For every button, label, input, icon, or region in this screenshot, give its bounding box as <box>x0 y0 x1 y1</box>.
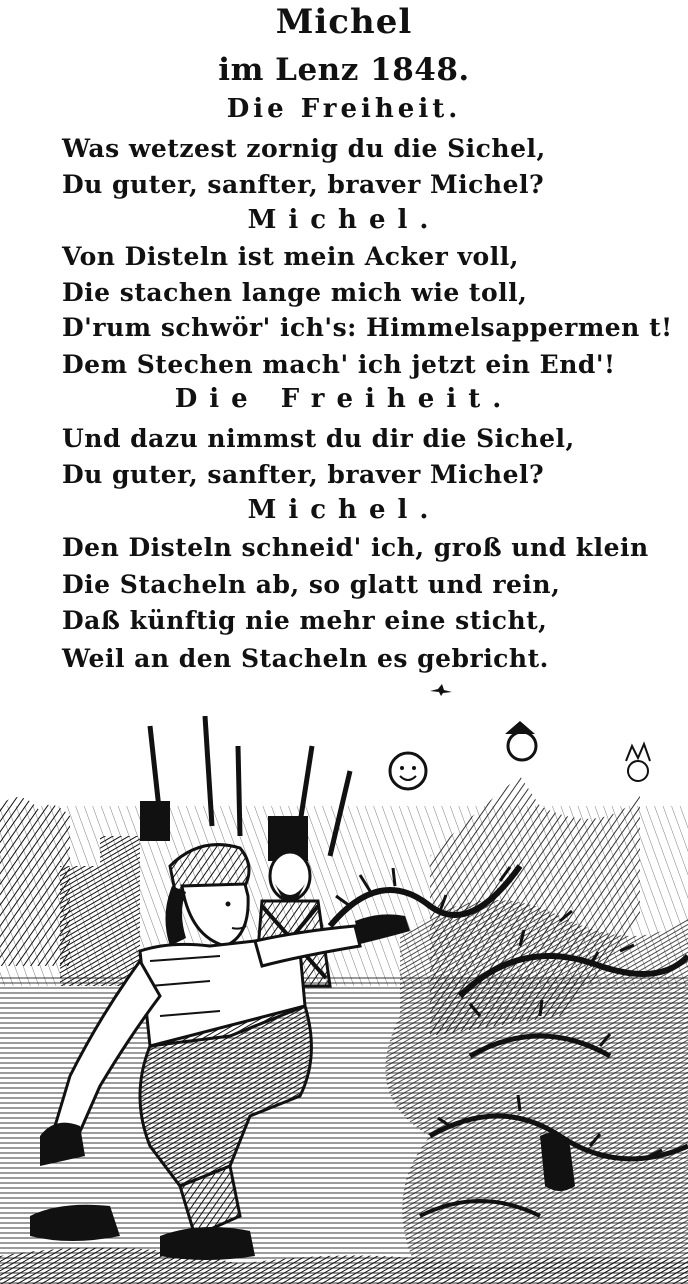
verse-line: Weil an den Stacheln es gebricht. <box>62 644 549 673</box>
poem-subtitle: im Lenz 1848. <box>218 52 470 88</box>
verse-line: Du guter, sanfter, braver Michel? <box>62 170 545 199</box>
speaker-label-michel-2: Michel. <box>247 495 441 525</box>
speaker-label-freiheit-1: Die Freiheit. <box>226 94 462 124</box>
verse-line: Die stachen lange mich wie toll, <box>62 278 528 307</box>
poem-title: Michel <box>275 2 413 42</box>
verse-line: Du guter, sanfter, braver Michel? <box>62 460 545 489</box>
verse-line: Daß künftig nie mehr eine sticht, <box>62 606 548 635</box>
verse-line: D'rum schwör' ich's: Himmelsappermen t! <box>62 313 673 342</box>
speaker-label-michel-1: Michel. <box>247 205 441 235</box>
verse-line: Den Disteln schneid' ich, groß und klein <box>62 533 649 562</box>
verse-line: Die Stacheln ab, so glatt und rein, <box>62 570 561 599</box>
woodcut-scene <box>0 716 688 1284</box>
verse-line: Dem Stechen mach' ich jetzt ein End'! <box>62 350 616 379</box>
verse-line: Von Disteln ist mein Acker voll, <box>62 242 519 271</box>
ink-speck-ornament <box>428 683 454 697</box>
tree-line <box>0 797 70 966</box>
verse-line: Was wetzest zornig du die Sichel, <box>62 134 546 163</box>
woodcut-illustration <box>0 716 688 1284</box>
verse-line: Und dazu nimmst du dir die Sichel, <box>62 424 575 453</box>
speaker-label-freiheit-2: Die Freiheit. <box>174 384 514 414</box>
